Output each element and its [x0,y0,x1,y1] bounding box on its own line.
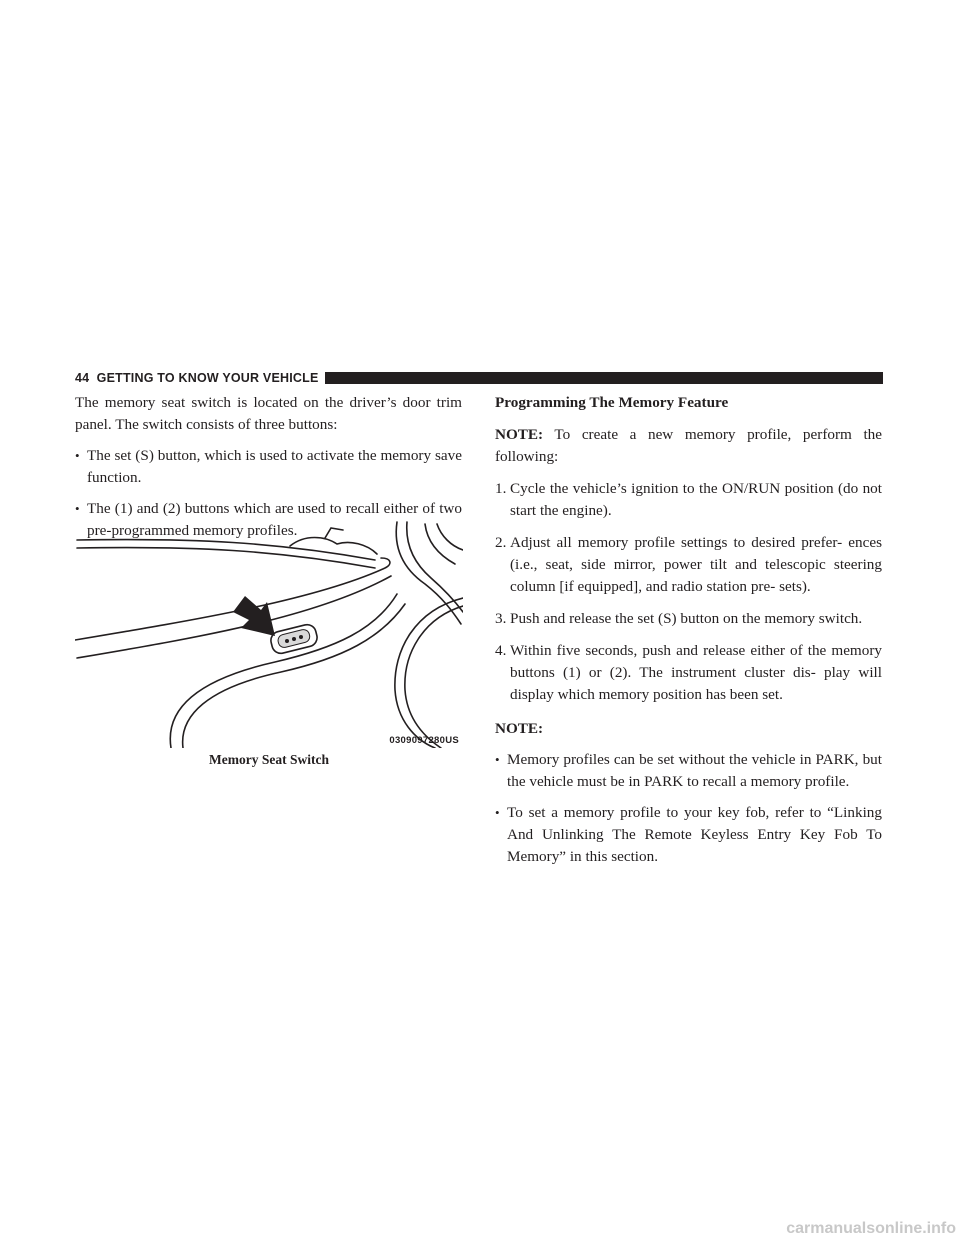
intro-paragraph: The memory seat switch is located on the driver’s door trim panel. The switch consists of three buttons: [75,394,462,433]
door-trim-drawing [75,520,463,748]
step-number: 3. [495,610,507,627]
note-paragraph [495,424,882,468]
step-item [495,532,882,598]
pointer-arrow-icon [233,596,275,636]
step-number: 4. [495,642,507,659]
bullet-item [75,445,462,489]
bullet-text: The (1) and (2) buttons which are used to recall either of two pre-programmed memory profiles. [87,500,462,539]
page-header [75,369,883,386]
step-number: 2. [495,534,507,551]
header-rule [325,372,884,384]
bullet-text: Memory profiles can be set without the vehicle in PARK, but the vehicle must be in PARK to recall a memory profile. [507,751,882,790]
note-label: NOTE: [495,426,544,443]
figure-caption: Memory Seat Switch [209,752,329,767]
note-text: To create a new memory profile, perform the following: [495,426,882,465]
watermark: carmanualsonline.info [786,1220,956,1237]
step-item [495,478,882,522]
bullet-glyph: • [75,448,80,463]
bullet-glyph: • [75,501,80,516]
section-title: GETTING TO KNOW YOUR VEHICLE [96,370,319,385]
figure-code: 0309097280US [389,735,459,746]
step-text: Push and release the set (S) button on the memory switch. [510,610,863,627]
step-item [495,640,882,706]
bullet-text: To set a memory profile to your key fob, refer to “Linking And Unlinking The Remote Keyless Entry Key Fob To Memory” in this section. [507,804,882,865]
right-column [495,392,882,868]
step-text: Adjust all memory profile settings to desired prefer- ences (i.e., seat, side mirror, power tilt and telescopic steering column [if equipped], and radio station pre- sets). [510,534,882,595]
note-bullet-item [495,802,882,868]
note-label: NOTE: [495,720,544,737]
step-number: 1. [495,480,507,497]
step-item [495,608,882,630]
bullet-text: The set (S) button, which is used to activate the memory save function. [87,447,462,486]
memory-seat-switch-illustration [75,520,463,748]
bullet-glyph: • [495,805,500,820]
page-header-text [75,371,319,385]
page-number: 44 [75,370,90,385]
step-text: Cycle the vehicle’s ignition to the ON/RUN position (do not start the engine). [510,480,882,519]
bullet-glyph: • [495,752,500,767]
note-bullet-item [495,749,882,793]
step-text: Within five seconds, push and release either of the memory buttons (1) or (2). The instrument cluster dis- play will display which memory position has been set. [510,642,882,703]
section-heading: Programming The Memory Feature [495,394,729,411]
memory-switch [269,623,319,655]
